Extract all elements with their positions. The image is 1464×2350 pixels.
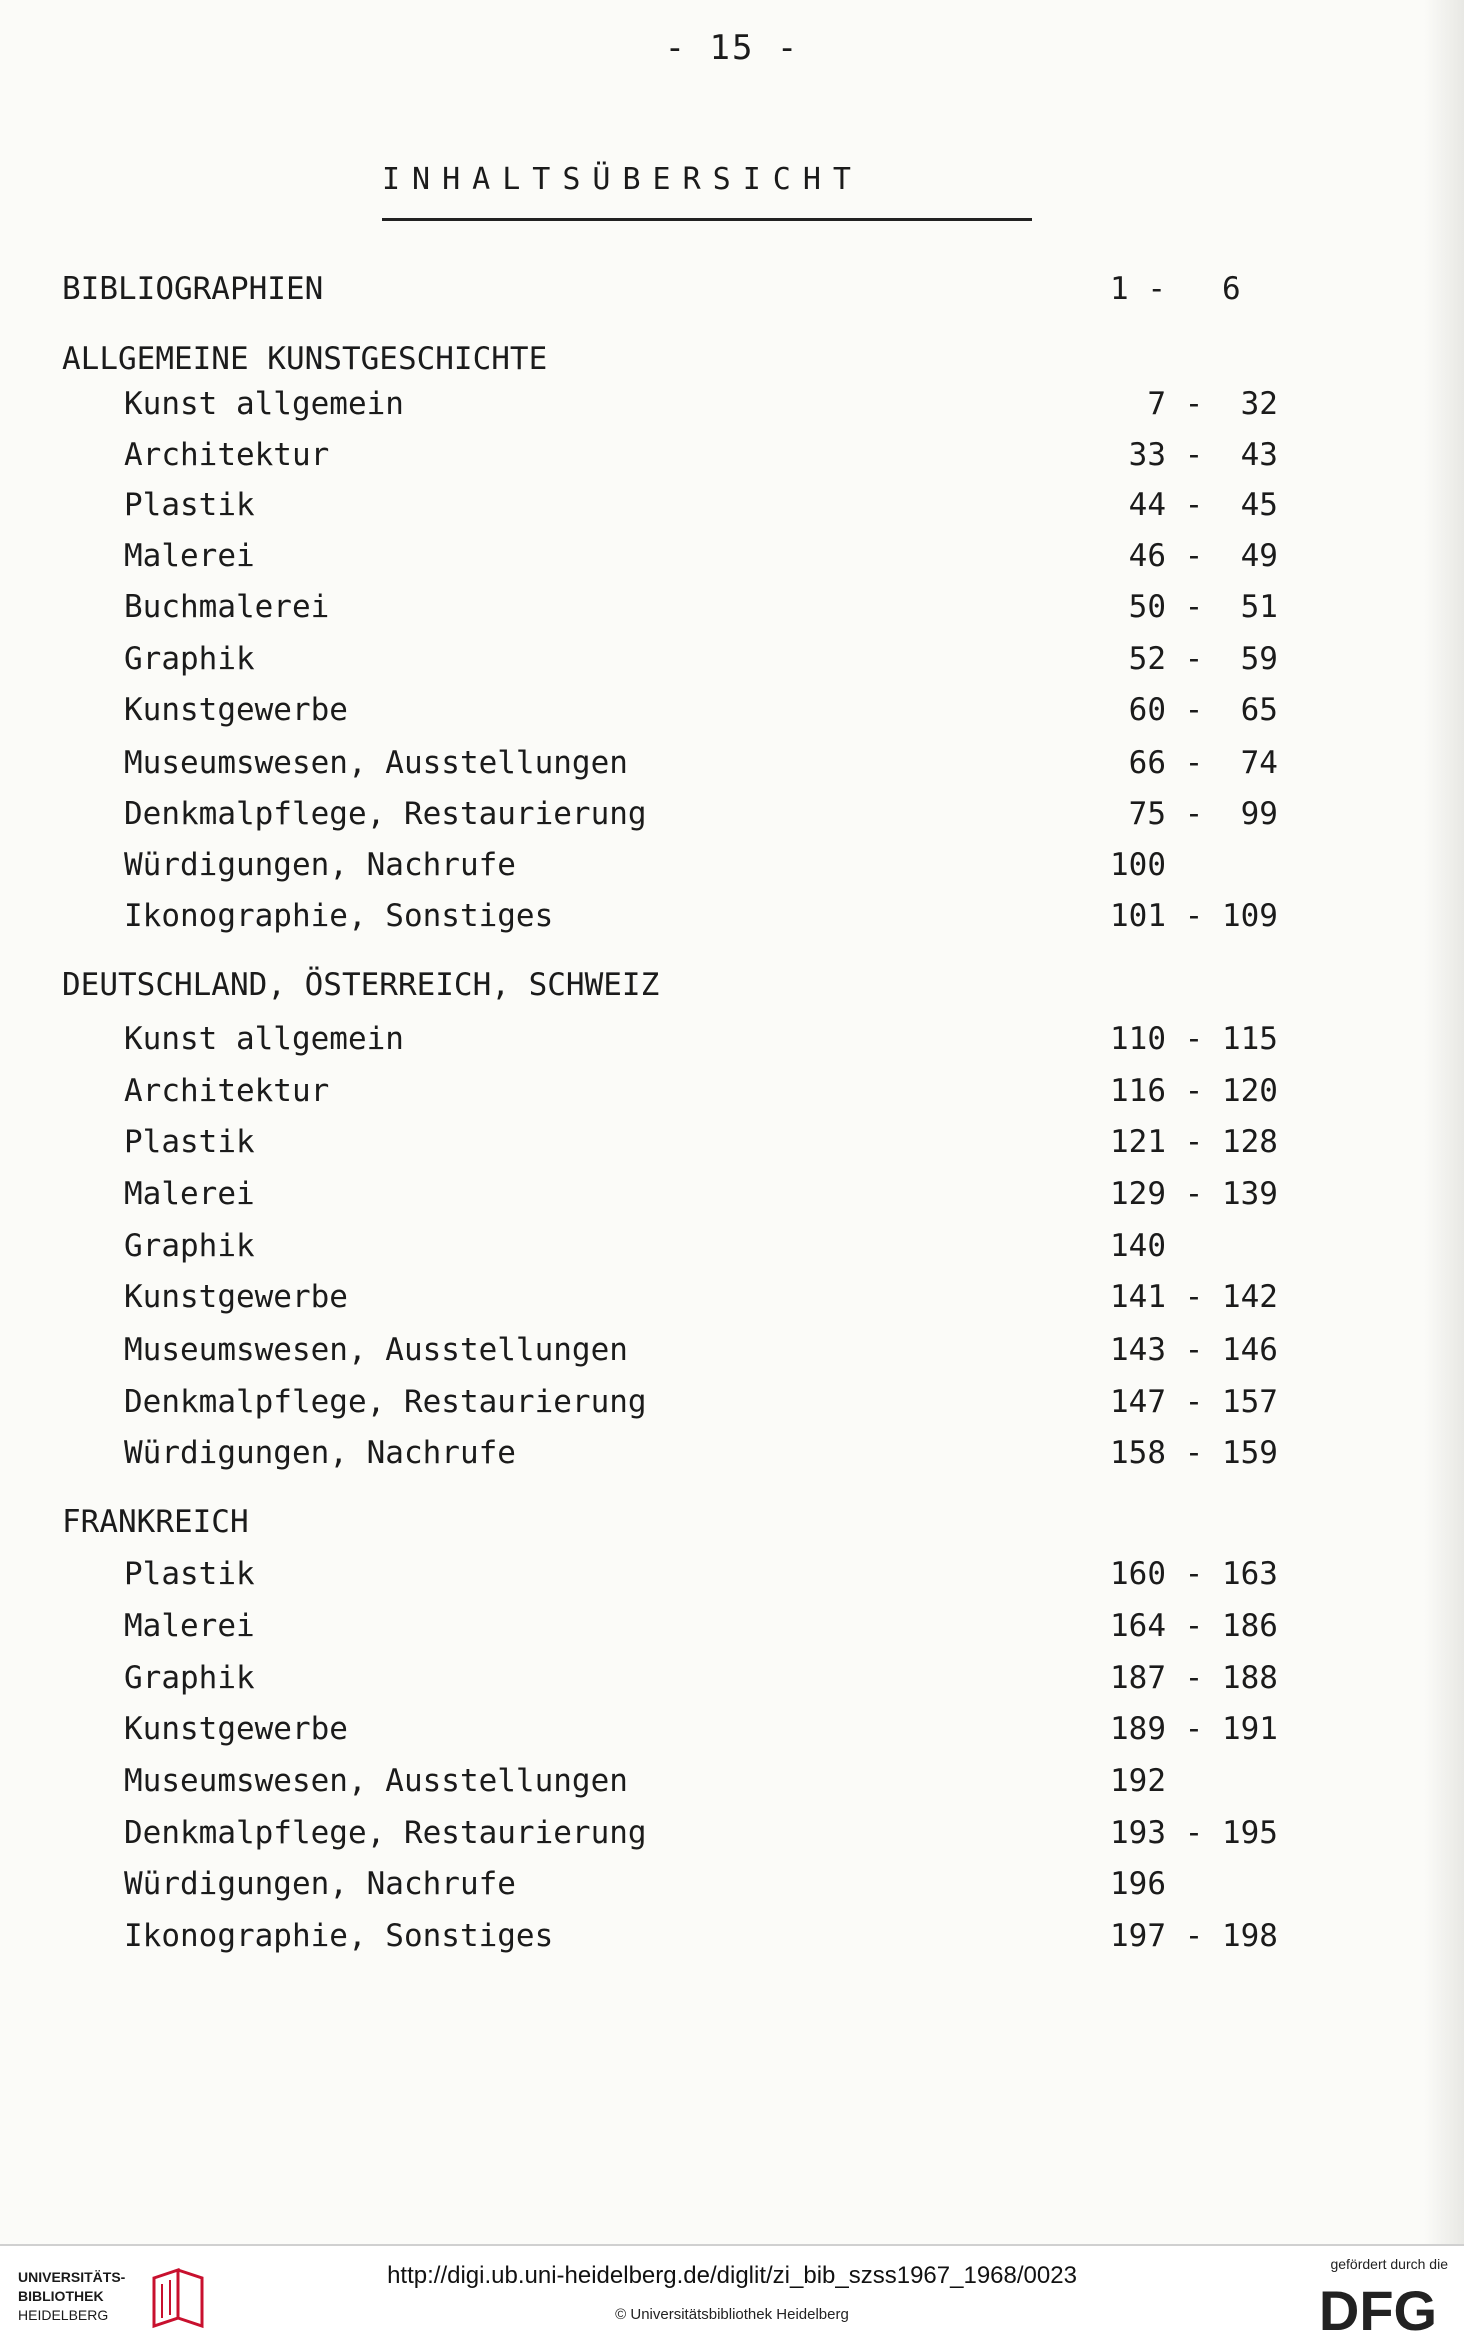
toc-item-row [0,738,1464,788]
toc-item-row [0,582,1464,632]
toc-item-row [0,379,1464,429]
toc-item-label: Kunstgewerbe [124,692,348,728]
permalink-url[interactable]: http://digi.ub.uni-heidelberg.de/diglit/zi_bib_szss1967_1968/0023 [387,2262,1077,2289]
toc-item-label: Kunst allgemein [124,1021,404,1057]
toc-item-label: Denkmalpflege, Restaurierung [124,1384,647,1420]
heading-underline [382,218,1032,221]
toc-item-row [0,634,1464,684]
toc-page-range: 129 - 139 [1110,1176,1278,1212]
toc-item-label: Denkmalpflege, Restaurierung [124,1815,647,1851]
toc-item-label: Ikonographie, Sonstiges [124,898,554,934]
toc-item-label: Buchmalerei [124,589,330,625]
toc-page-range: 46 - 49 [1110,538,1278,574]
toc-page-range: 147 - 157 [1110,1384,1278,1420]
toc-item-row [0,1066,1464,1116]
toc-page-range: 101 - 109 [1110,898,1278,934]
toc-section-title: ALLGEMEINE KUNSTGESCHICHTE [62,341,548,377]
toc-page-range: 66 - 74 [1110,745,1278,781]
toc-item-row [0,1756,1464,1806]
toc-item-label: Architektur [124,1073,330,1109]
toc-page-range: 121 - 128 [1110,1124,1278,1160]
toc-item-label: Malerei [124,1176,255,1212]
toc-page-range: 158 - 159 [1110,1435,1278,1471]
toc-item-label: Architektur [124,437,330,473]
toc-item-label: Würdigungen, Nachrufe [124,847,516,883]
toc-item-row [0,480,1464,530]
toc-item-row [0,1601,1464,1651]
toc-item-label: Würdigungen, Nachrufe [124,1866,516,1902]
toc-section-row [0,1497,1464,1547]
toc-page-range: 100 [1110,847,1166,883]
footer-bar [0,2244,1464,2350]
toc-item-row [0,1272,1464,1322]
dfg-caption: gefördert durch die [1330,2256,1448,2272]
page-heading: INHALTSÜBERSICHT [382,162,863,197]
dfg-sponsor[interactable] [1298,2256,1448,2342]
toc-item-label: Graphik [124,1660,255,1696]
toc-item-row [0,1704,1464,1754]
toc-item-label: Malerei [124,1608,255,1644]
library-name-line1: UNIVERSITÄTS- [18,2269,126,2285]
library-name-line3: HEIDELBERG [18,2307,109,2323]
toc-page-range: 193 - 195 [1110,1815,1278,1851]
toc-item-label: Malerei [124,538,255,574]
toc-item-row [0,1117,1464,1167]
toc-item-label: Kunst allgemein [124,386,404,422]
toc-page-range: 75 - 99 [1110,796,1278,832]
toc-item-row [0,531,1464,581]
toc-item-label: Museumswesen, Ausstellungen [124,745,628,781]
toc-page-range: 60 - 65 [1110,692,1278,728]
toc-item-label: Graphik [124,1228,255,1264]
toc-item-row [0,685,1464,735]
toc-page-range: 192 [1110,1763,1166,1799]
toc-item-label: Plastik [124,1556,255,1592]
toc-page-range: 160 - 163 [1110,1556,1278,1592]
library-name-line2: BIBLIOTHEK [18,2288,104,2304]
toc-item-label: Plastik [124,1124,255,1160]
toc-page-range: 33 - 43 [1110,437,1278,473]
toc-page-range: 116 - 120 [1110,1073,1278,1109]
dfg-logo-text: DFG [1318,2279,1438,2338]
copyright-notice: © Universitätsbibliothek Heidelberg [615,2306,849,2323]
toc-item-row [0,1859,1464,1909]
toc-item-row [0,891,1464,941]
toc-page-range: 110 - 115 [1110,1021,1278,1057]
toc-item-label: Würdigungen, Nachrufe [124,1435,516,1471]
toc-item-row [0,1911,1464,1961]
toc-page-range: 140 [1110,1228,1166,1264]
toc-item-row [0,1549,1464,1599]
toc-item-label: Kunstgewerbe [124,1711,348,1747]
toc-page-range: 143 - 146 [1110,1332,1278,1368]
toc-section-row [0,334,1464,384]
toc-page-range: 187 - 188 [1110,1660,1278,1696]
toc-section-title: FRANKREICH [62,1504,249,1540]
toc-item-label: Denkmalpflege, Restaurierung [124,796,647,832]
toc-item-row [0,430,1464,480]
toc-item-label: Graphik [124,641,255,677]
toc-item-label: Kunstgewerbe [124,1279,348,1315]
page-number: - 15 - [664,28,800,68]
toc-item-label: Plastik [124,487,255,523]
toc-page-range: 7 - 32 [1110,386,1278,422]
toc-item-label: Museumswesen, Ausstellungen [124,1332,628,1368]
toc-section-row [0,960,1464,1010]
dfg-logo-icon [1308,2278,1448,2338]
toc-item-label: Ikonographie, Sonstiges [124,1918,554,1954]
toc-section-row [0,264,1464,314]
toc-item-row [0,789,1464,839]
toc-item-row [0,840,1464,890]
toc-page-range: 164 - 186 [1110,1608,1278,1644]
toc-section-title: DEUTSCHLAND, ÖSTERREICH, SCHWEIZ [62,967,660,1003]
toc-item-row [0,1428,1464,1478]
toc-item-row [0,1169,1464,1219]
toc-item-row [0,1325,1464,1375]
toc-page-range: 50 - 51 [1110,589,1278,625]
toc-page-range: 197 - 198 [1110,1918,1278,1954]
toc-item-row [0,1653,1464,1703]
toc-section-title: BIBLIOGRAPHIEN [62,271,324,307]
toc-page-range: 141 - 142 [1110,1279,1278,1315]
toc-page-range: 1 - 6 [1110,271,1241,307]
toc-page-range: 44 - 45 [1110,487,1278,523]
toc-item-row [0,1221,1464,1271]
toc-page-range: 52 - 59 [1110,641,1278,677]
toc-item-row [0,1377,1464,1427]
toc-item-row [0,1808,1464,1858]
toc-page-range: 196 [1110,1866,1166,1902]
toc-item-row [0,1014,1464,1064]
toc-page-range: 189 - 191 [1110,1711,1278,1747]
toc-item-label: Museumswesen, Ausstellungen [124,1763,628,1799]
